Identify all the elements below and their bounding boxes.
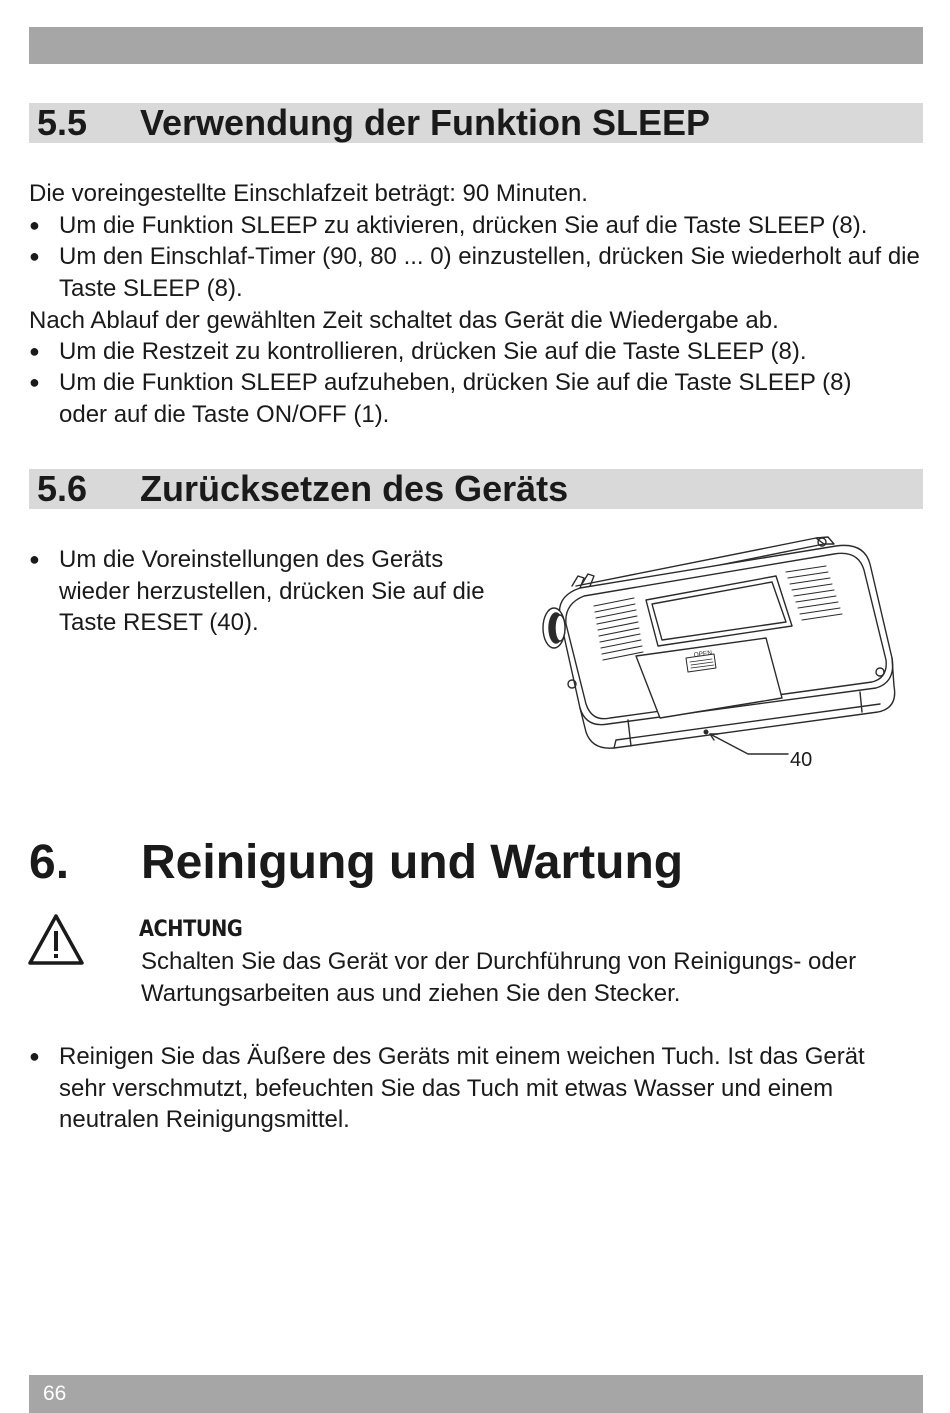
footer-bar	[29, 1375, 923, 1413]
list-item	[29, 336, 924, 368]
list-item	[29, 544, 499, 639]
warning-heading: ACHTUNG	[139, 917, 243, 942]
list-item-text: Um den Einschlaf-Timer (90, 80 ... 0) einzustellen, drücken Sie wiederholt auf die Taste SLEEP (8).	[59, 243, 920, 302]
list-item	[29, 241, 924, 304]
sleep-intro: Die voreingestellte Einschlafzeit beträgt: 90 Minuten.	[29, 180, 588, 207]
chapter-number: 6.	[29, 836, 70, 889]
list-item	[29, 210, 924, 242]
bullet-icon: ●	[29, 215, 40, 235]
section-title: Verwendung der Funktion SLEEP	[140, 102, 711, 143]
section-number: 5.6	[37, 468, 88, 509]
open-label: OPEN	[693, 649, 713, 659]
sleep-middle-text: Nach Ablauf der gewählten Zeit schaltet das Gerät die Wiedergabe ab.	[29, 307, 779, 334]
section-number: 5.5	[37, 102, 88, 143]
device-rear-illustration	[536, 534, 906, 776]
bullet-icon: ●	[29, 341, 40, 361]
section-heading-5-6	[29, 469, 923, 509]
header-bar	[29, 27, 923, 64]
bullet-icon: ●	[29, 1046, 40, 1066]
warning-triangle-icon	[27, 913, 85, 967]
list-item-text: Um die Restzeit zu kontrollieren, drücken Sie auf die Taste SLEEP (8).	[59, 338, 807, 365]
list-item-text: Um die Funktion SLEEP zu aktivieren, drücken Sie auf die Taste SLEEP (8).	[59, 212, 868, 239]
section-heading-5-5	[29, 103, 923, 143]
bullet-icon: ●	[29, 372, 40, 392]
chapter-title: Reinigung und Wartung	[141, 836, 684, 889]
bullet-icon: ●	[29, 549, 40, 569]
list-item	[29, 367, 899, 430]
bullet-icon: ●	[29, 246, 40, 266]
page-number: 66	[43, 1382, 67, 1405]
warning-text: Schalten Sie das Gerät vor der Durchführung von Reinigungs- oder Wartungsarbeiten aus und ziehen Sie den Stecker.	[141, 948, 857, 1007]
list-item-text: Um die Funktion SLEEP aufzuheben, drücken Sie auf die Taste SLEEP (8) oder auf die Taste ON/OFF (1).	[59, 369, 852, 428]
list-item-text: Um die Voreinstellungen des Geräts wieder herzustellen, drücken Sie auf die Taste RESET (40).	[59, 546, 485, 636]
section-title: Zurücksetzen des Geräts	[140, 468, 569, 509]
list-item-text: Reinigen Sie das Äußere des Geräts mit einem weichen Tuch. Ist das Gerät sehr verschmutzt, befeuchten Sie das Tuch mit etwas Wasser und einem neutralen Reinigungsmittel.	[59, 1043, 865, 1133]
reset-callout-number: 40	[790, 749, 813, 771]
list-item	[29, 1041, 914, 1136]
